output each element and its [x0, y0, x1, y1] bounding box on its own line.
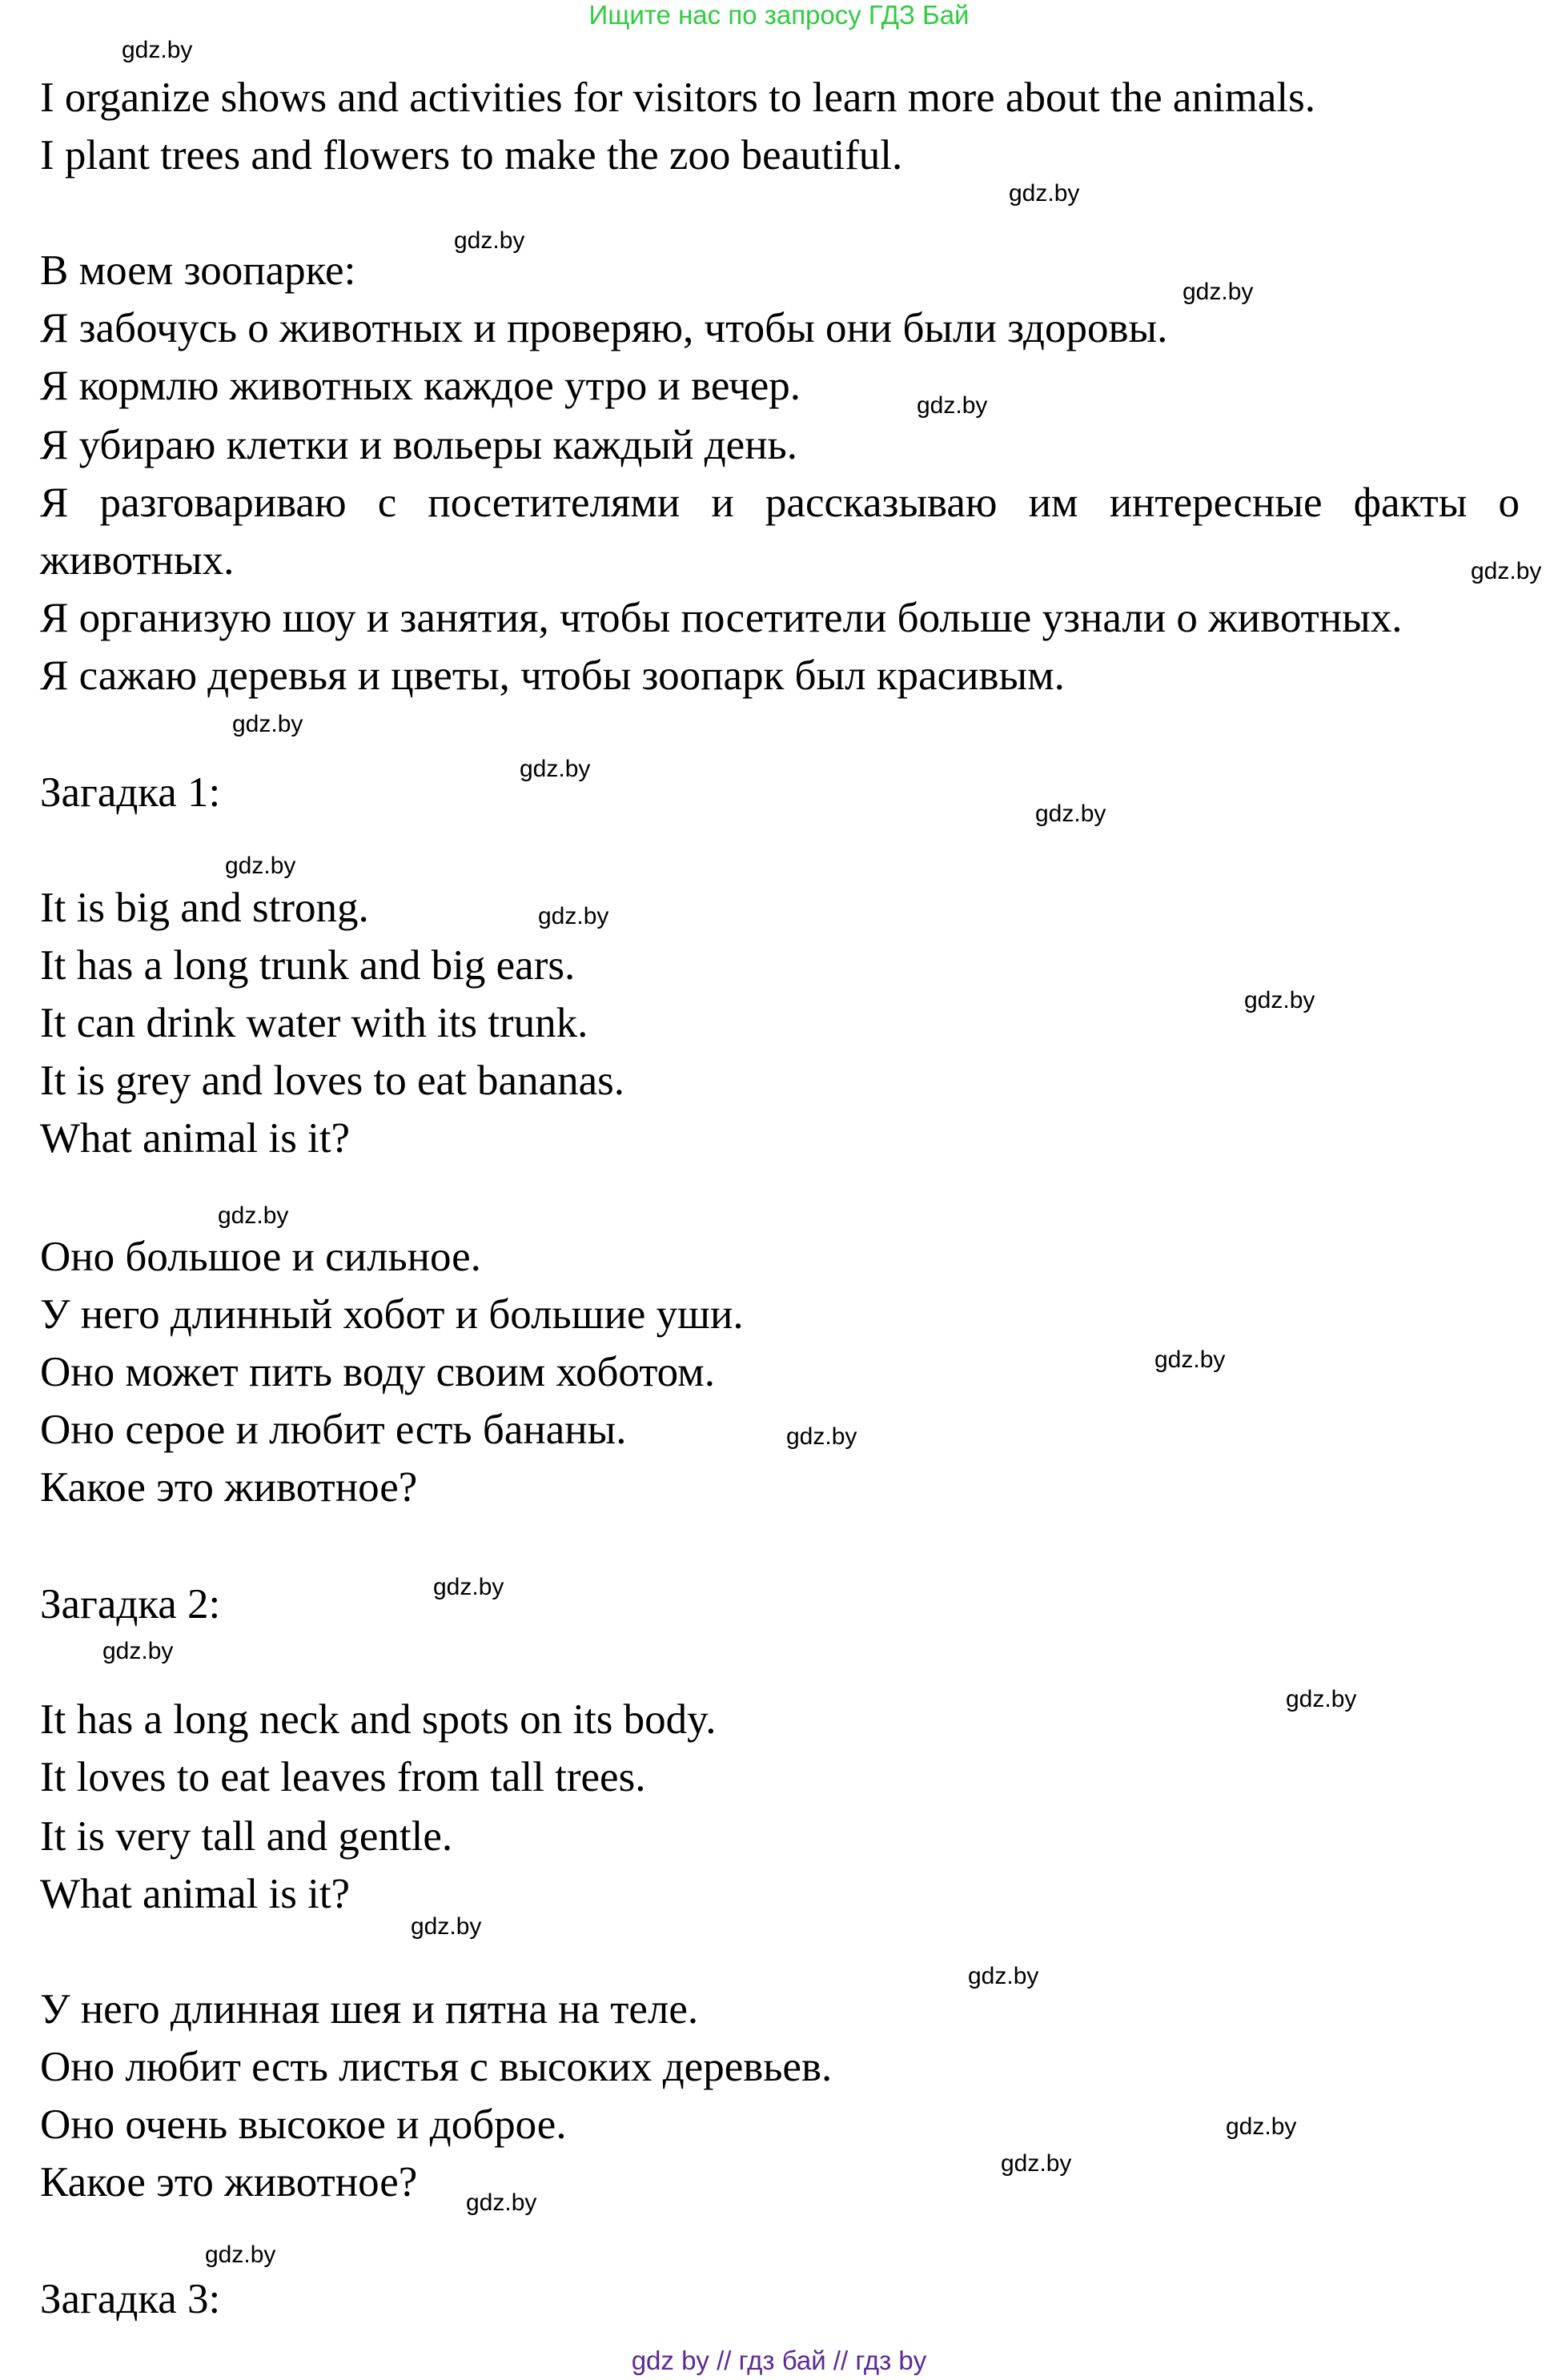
- riddle-question: What animal is it?: [40, 1115, 351, 1162]
- riddle-english-line: It is big and strong.: [40, 885, 369, 931]
- watermark: gdz.by: [520, 756, 591, 782]
- watermark: gdz.by: [1244, 987, 1315, 1013]
- watermark: gdz.by: [411, 1913, 482, 1940]
- russian-line: Я кормлю животных каждое утро и вечер.: [40, 363, 801, 409]
- russian-line: Я убираю клетки и вольеры каждый день.: [40, 422, 797, 468]
- section-heading: В моем зоопарке:: [40, 247, 356, 294]
- watermark: gdz.by: [1009, 180, 1080, 207]
- watermark: gdz.by: [968, 1963, 1039, 1989]
- watermark: gdz.by: [225, 853, 296, 879]
- watermark: gdz.by: [1035, 801, 1106, 827]
- watermark: gdz.by: [232, 711, 303, 737]
- riddle-russian-line: Оно большое и сильное.: [40, 1234, 481, 1280]
- watermark: gdz.by: [466, 2189, 537, 2216]
- english-line: I organize shows and activities for visitors to learn more about the animals.: [40, 74, 1316, 121]
- riddle-english-line: It is very tall and gentle.: [40, 1813, 453, 1860]
- watermark: gdz.by: [538, 903, 609, 929]
- riddle-heading: Загадка 2:: [40, 1581, 221, 1627]
- riddle-russian-line: Оно очень высокое и доброе.: [40, 2101, 567, 2148]
- riddle-english-line: It loves to eat leaves from tall trees.: [40, 1754, 646, 1800]
- riddle-russian-line: Оно любит есть листья с высоких деревьев.: [40, 2044, 833, 2090]
- russian-line: животных.: [40, 537, 235, 584]
- site-footer-links[interactable]: gdz by // гдз бай // гдз by: [631, 2346, 927, 2375]
- russian-line: Я разговариваю с посетителями и рассказываю им интересные факты о: [40, 480, 1520, 526]
- russian-line: Я организую шоу и занятия, чтобы посетители больше узнали о животных.: [40, 595, 1403, 641]
- riddle-english-line: It has a long neck and spots on its body.: [40, 1696, 717, 1743]
- watermark: gdz.by: [205, 2242, 276, 2268]
- watermark: gdz.by: [1154, 1347, 1226, 1373]
- search-banner[interactable]: Ищите нас по запросу ГДЗ Бай: [588, 0, 970, 30]
- riddle-heading: Загадка 3:: [40, 2276, 221, 2322]
- russian-line: Я забочусь о животных и проверяю, чтобы они были здоровы.: [40, 305, 1168, 351]
- watermark: gdz.by: [218, 1202, 289, 1229]
- riddle-russian-line: Оно может пить воду своим хоботом.: [40, 1349, 715, 1395]
- watermark: gdz.by: [1471, 558, 1542, 584]
- watermark: gdz.by: [1183, 279, 1254, 305]
- watermark: gdz.by: [1226, 2113, 1297, 2140]
- riddle-english-line: It has a long trunk and big ears.: [40, 942, 576, 989]
- watermark: gdz.by: [454, 227, 525, 254]
- russian-line: Я сажаю деревья и цветы, чтобы зоопарк был красивым.: [40, 652, 1065, 699]
- watermark: gdz.by: [917, 392, 988, 419]
- riddle-russian-line: У него длинный хобот и большие уши.: [40, 1291, 744, 1338]
- riddle-question: Какое это животное?: [40, 1464, 418, 1511]
- watermark: gdz.by: [122, 37, 193, 63]
- watermark: gdz.by: [433, 1574, 504, 1600]
- riddle-question: What animal is it?: [40, 1871, 351, 1917]
- english-line: I plant trees and flowers to make the zoo beautiful.: [40, 132, 903, 179]
- watermark: gdz.by: [786, 1423, 857, 1450]
- riddle-russian-line: Оно серое и любит есть бананы.: [40, 1407, 627, 1453]
- watermark: gdz.by: [1286, 1686, 1357, 1712]
- riddle-english-line: It is grey and loves to eat bananas.: [40, 1058, 624, 1104]
- watermark: gdz.by: [1001, 2150, 1072, 2177]
- watermark: gdz.by: [102, 1638, 174, 1664]
- riddle-question: Какое это животное?: [40, 2159, 418, 2205]
- riddle-english-line: It can drink water with its trunk.: [40, 1000, 588, 1046]
- riddle-heading: Загадка 1:: [40, 769, 221, 816]
- riddle-russian-line: У него длинная шея и пятна на теле.: [40, 1986, 699, 2033]
